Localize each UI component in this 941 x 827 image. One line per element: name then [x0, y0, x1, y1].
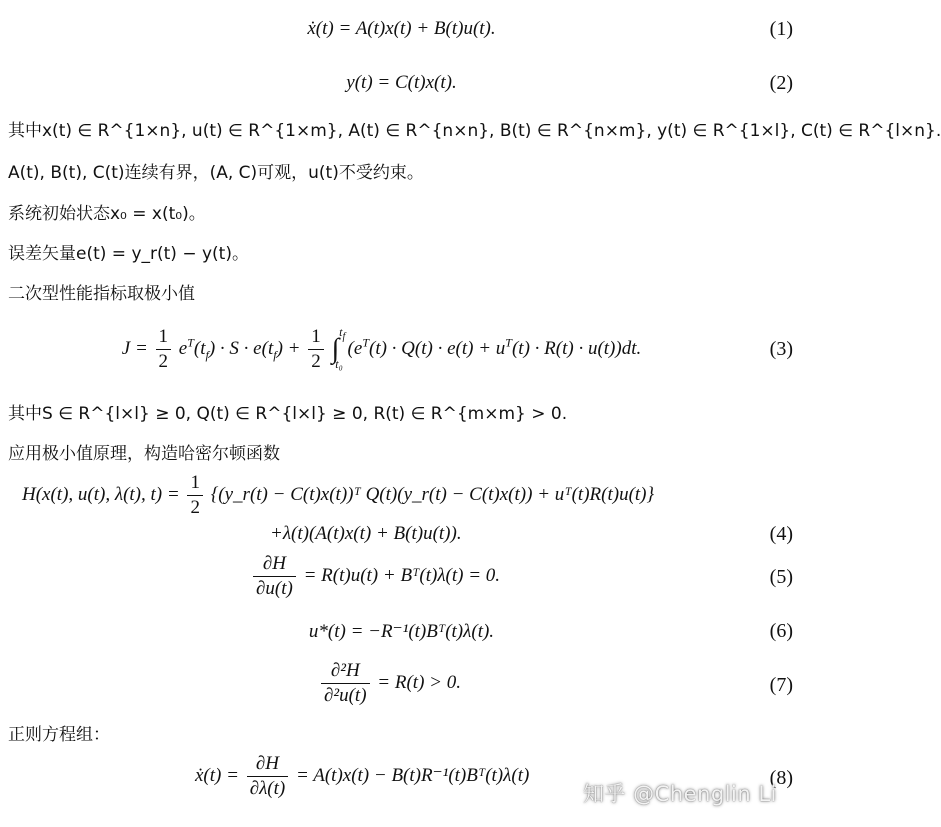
equation-2-text: y(t) = C(t)x(t).	[346, 72, 457, 93]
zhihu-watermark: 知乎 @Chenglin Li	[583, 782, 777, 806]
equation-6-number: (6)	[769, 620, 793, 642]
equation-4-half-num: 1	[187, 472, 203, 496]
paragraph-bounded: A(t), B(t), C(t)连续有界，(A, C)可观，u(t)不受约束。	[8, 163, 424, 183]
equation-8-num: ∂H	[247, 753, 289, 777]
equation-5-number: (5)	[769, 566, 793, 588]
equation-8-rhs: = A(t)x(t) − B(t)R⁻¹(t)Bᵀ(t)λ(t)	[296, 764, 530, 786]
paragraph-initial-state: 系统初始状态x₀ = x(t₀)。	[8, 204, 206, 224]
paragraph-error-vector: 误差矢量e(t) = y_r(t) − y(t)。	[8, 244, 249, 264]
paragraph-hamiltonian-intro: 应用极小值原理，构造哈密尔顿函数	[8, 444, 280, 464]
equation-4-line-2-text: +λ(t)(A(t)x(t) + B(t)u(t)).	[270, 523, 462, 544]
equation-7	[318, 660, 461, 707]
paragraph-canonical-equations: 正则方程组：	[8, 725, 110, 745]
equation-5-num: ∂H	[253, 553, 296, 577]
equation-8-number: (8)	[769, 767, 793, 789]
equation-4-number: (4)	[769, 523, 793, 545]
equation-4-lhs: H(x(t), u(t), λ(t), t) =	[22, 483, 180, 505]
equation-7-num: ∂²H	[321, 660, 370, 684]
equation-7-rhs: = R(t) > 0.	[377, 671, 461, 693]
equation-4-half-den: 2	[190, 497, 200, 518]
paragraph-performance-index: 二次型性能指标取极小值	[8, 284, 195, 304]
equation-4-body: {(y_r(t) − C(t)x(t))ᵀ Q(t)(y_r(t) − C(t)x(t)) + uᵀ(t)R(t)u(t)}	[210, 483, 655, 505]
equation-2-number: (2)	[769, 72, 793, 94]
equation-1	[0, 18, 803, 40]
equation-8-den: ∂λ(t)	[249, 778, 286, 799]
equation-5-rhs: = R(t)u(t) + Bᵀ(t)λ(t) = 0.	[303, 564, 501, 586]
equation-3: J = $\frac{1}{2}$ $e^T(t_f) \cdot S \cdot e(t_f)$ + $\frac{1}{2}$ ∫$^{t_f}_{t_0}$ $(e^T(t) \cdot Q(t) \cdot e(t) + u^T(t) \cdot R(t) \cdot u(t))dt$.	[121, 325, 642, 373]
equation-7-number: (7)	[769, 674, 793, 696]
equation-2	[0, 72, 803, 94]
equation-4-line-1	[22, 472, 654, 519]
equation-6	[0, 620, 803, 643]
equation-5	[250, 553, 500, 600]
paragraph-dimensions	[8, 116, 941, 141]
equation-1-text: ẋ(t) = A(t)x(t) + B(t)u(t).	[307, 18, 496, 39]
equation-6-text: u*(t) = −R⁻¹(t)Bᵀ(t)λ(t).	[308, 621, 495, 642]
equation-8	[195, 753, 529, 800]
equation-8-lhs: ẋ(t) =	[195, 764, 239, 786]
paragraph-weights: 其中S ∈ R^{l×l} ≥ 0, Q(t) ∈ R^{l×l} ≥ 0, R(t) ∈ R^{m×m} > 0.	[8, 404, 568, 424]
equation-3-number: (3)	[769, 338, 793, 360]
equation-7-den: ∂²u(t)	[324, 685, 367, 706]
equation-4-line-2	[270, 523, 462, 545]
equation-1-number: (1)	[769, 18, 793, 40]
equation-5-den: ∂u(t)	[256, 578, 293, 599]
paragraph-dimensions-text: 其中x(t) ∈ R^{1×n}, u(t) ∈ R^{1×m}, A(t) ∈ R^{n×n}, B(t) ∈ R^{n×m}, y(t) ∈ R^{1×l}, C(t) ∈ R^{l×n}.	[8, 121, 941, 141]
